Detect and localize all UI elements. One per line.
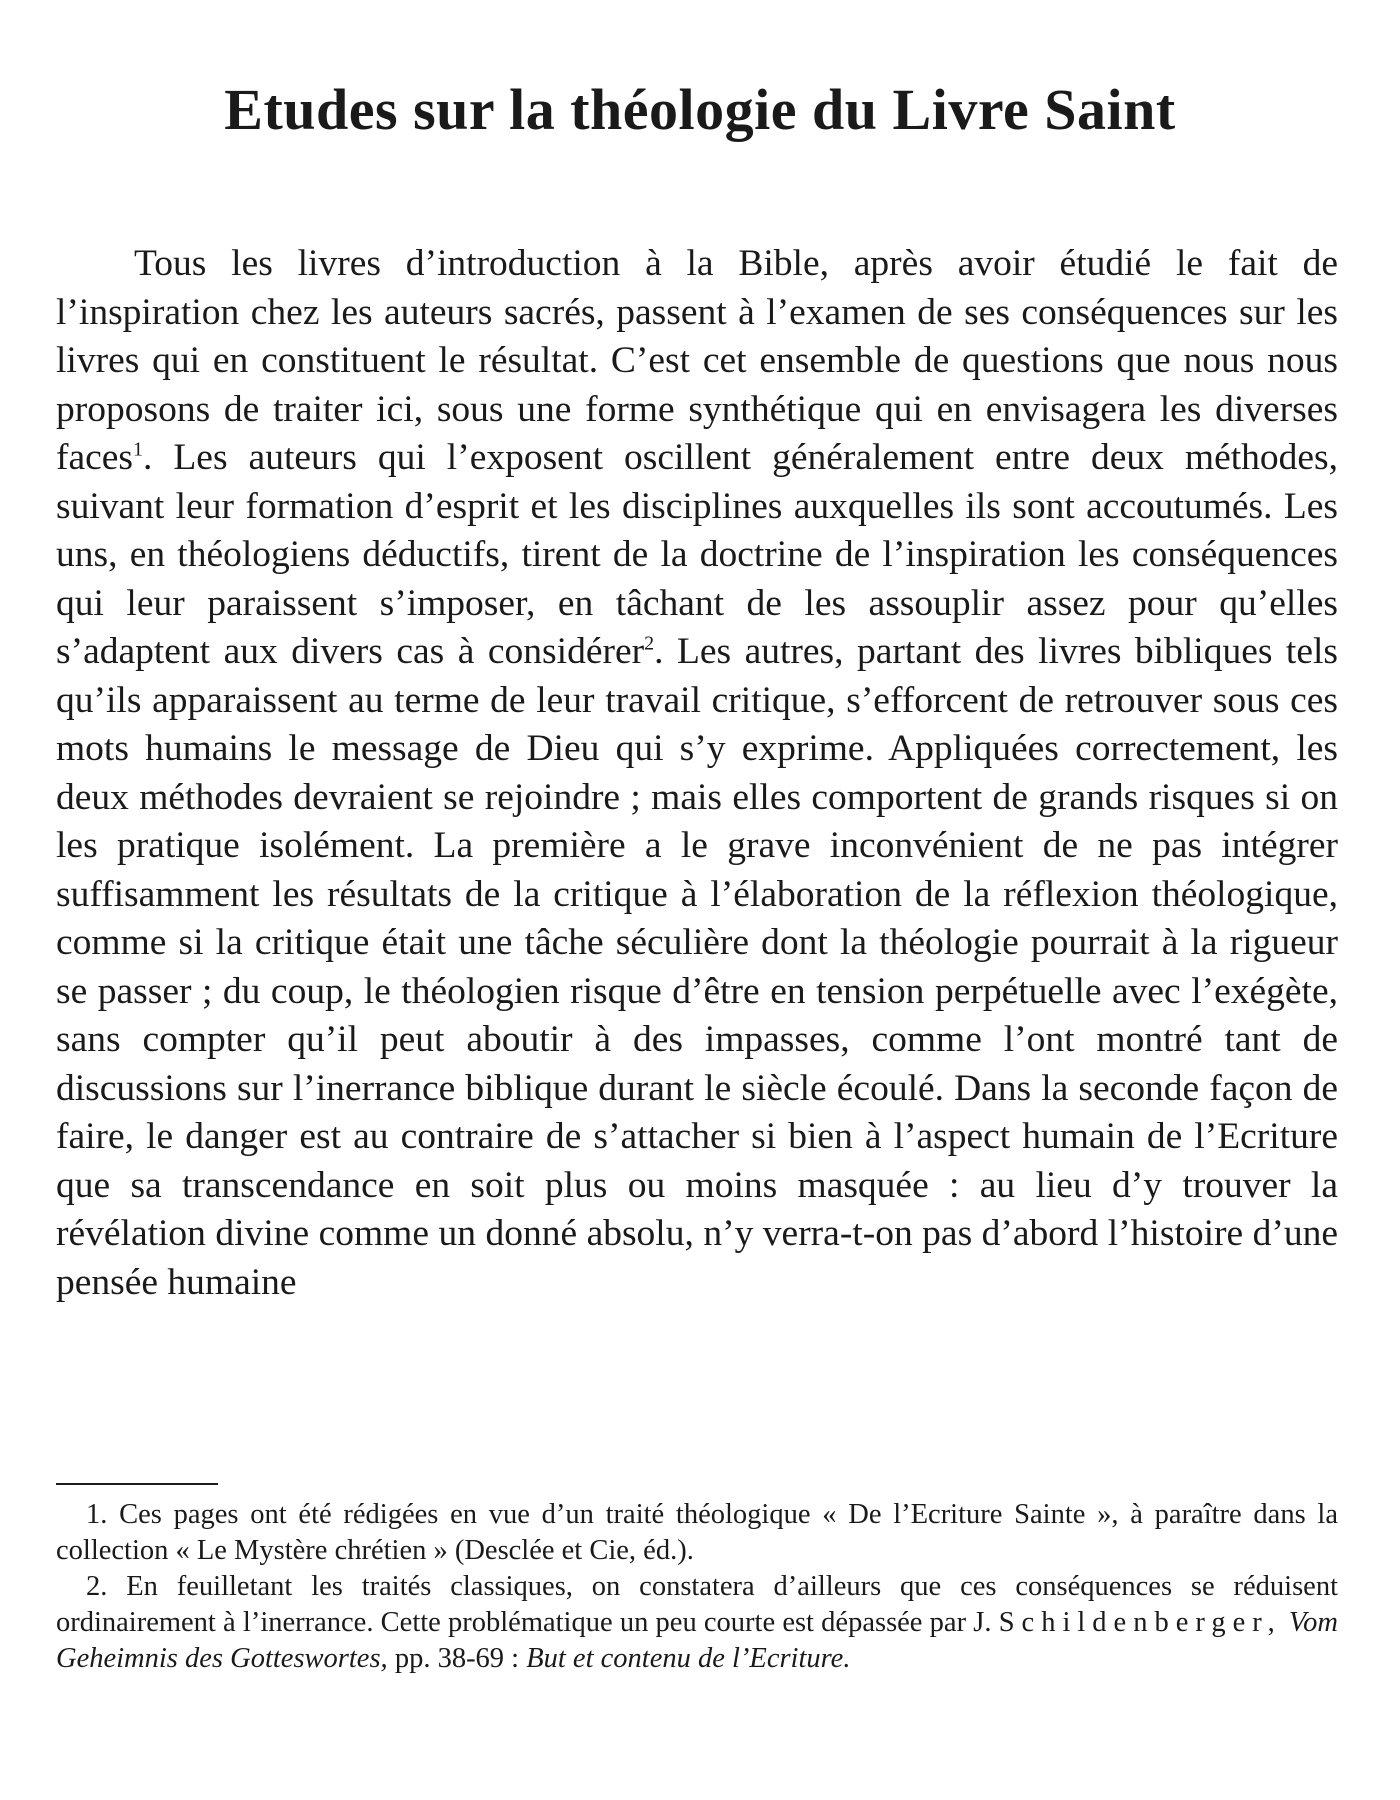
footnote-text: En feuilletant les traités classiques, on constatera d’ailleurs que ces conséquences se réduisent ordinairement à l’inerrance. Cette problématique un peu courte est dépassée par J. [56, 1571, 1338, 1638]
cited-author: Schildenberger, [998, 1607, 1282, 1638]
footnote-ref-2: 2 [644, 632, 655, 655]
footnote-2 [56, 1569, 1338, 1677]
footnote-ref-1: 1 [133, 438, 144, 461]
footnotes [56, 1497, 1338, 1677]
footnote-1 [56, 1497, 1338, 1569]
body-text-part-3: . Les autres, partant des livres bibliques tels qu’ils apparaissent au terme de leur travail critique, s’efforcent de retrouver sous ces mots humains le message de Dieu qui s’y exprime. Appliquées correctement, les deux méthodes devraient se rejoindre ; mais elles comportent de grands risques si on les pratique isolément. La première a le grave inconvénient de ne pas intégrer suffisamment les résultats de la critique à l’élaboration de la réflexion théologique, comme si la critique était une tâche séculière dont la théologie pourrait à la rigueur se passer ; du coup, le théologien risque d’être en tension perpétuelle avec l’exégète, sans compter qu’il peut aboutir à des impasses, comme l’ont montré tant de discussions sur l’inerrance biblique durant le siècle écoulé. Dans la seconde façon de faire, le danger est au contraire de s’attacher si bien à l’aspect humain de l’Ecriture que sa transcendance en soit plus ou moins masquée : au lieu d’y trouver la révélation divine comme un donné absolu, n’y verra-t-on pas d’abord l’histoire d’une pensée humaine [56, 631, 1339, 1303]
cited-book-title: Vom Geheimnis des Gotteswortes, [56, 1607, 1339, 1674]
footnote-separator [56, 1483, 218, 1485]
cited-pages: pp. 38-69 : [394, 1643, 520, 1674]
cited-chapter-title: But et contenu de l’Ecriture. [526, 1643, 851, 1674]
body-paragraph [56, 240, 1338, 1307]
footnote-number: 2. [86, 1571, 108, 1602]
page-title: Etudes sur la théologie du Livre Saint [224, 77, 1176, 142]
footnote-number: 1. [86, 1499, 108, 1530]
body-text-part-1: Tous les livres d’introduction à la Bible, après avoir étudié le fait de l’inspiration chez les auteurs sacrés, passent à l’examen de ses conséquences sur les livres qui en constituent le résultat. C’est cet ensemble de questions que nous nous proposons de traiter ici, sous une forme synthétique qui en envisagera les diverses faces [56, 243, 1338, 478]
body-text-part-2: . Les auteurs qui l’exposent oscillent généralement entre deux méthodes, suivant leur formation d’esprit et les disciplines auxquelles ils sont accoutumés. Les uns, en théologiens déductifs, tirent de la doctrine de l’inspiration les conséquences qui leur paraissent s’imposer, en tâchant de les assouplir assez pour qu’elles s’adaptent aux divers cas à considérer [56, 437, 1338, 672]
footnote-text: Ces pages ont été rédigées en vue d’un traité théologique « De l’Ecriture Sainte », à paraître dans la collection « Le Mystère chrétien » (Desclée et Cie, éd.). [56, 1499, 1338, 1566]
